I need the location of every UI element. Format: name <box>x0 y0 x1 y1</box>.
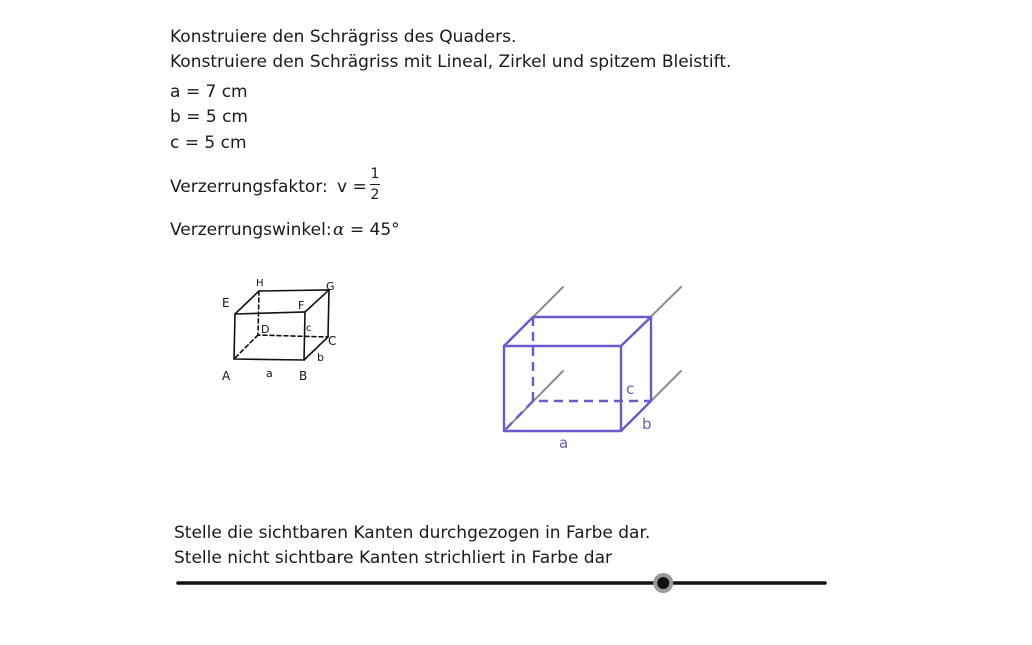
helper-lines <box>504 287 681 431</box>
sketch-top-back-edge <box>235 290 329 314</box>
sketch-label-C: C <box>328 334 337 348</box>
distortion-angle-label: Verzerrungswinkel: <box>170 220 332 240</box>
reference-sketch-labels <box>222 278 336 383</box>
distortion-factor-label: Verzerrungsfaktor: <box>170 177 328 197</box>
dimension-c: c = 5 cm <box>170 133 247 153</box>
sketch-label-B: B <box>299 369 308 383</box>
fraction-denominator: 2 <box>370 187 380 203</box>
sketch-label-G: G <box>326 280 335 293</box>
construction-front-face <box>504 346 621 431</box>
construction-hidden-edges <box>504 317 651 431</box>
dimension-a: a = 7 cm <box>170 82 248 102</box>
construction-top-edges <box>504 317 651 346</box>
sketch-label-a: a <box>266 367 273 380</box>
construction-cuboid <box>504 317 651 431</box>
bottom-instruction-2: Stelle nicht sichtbare Kanten strichliert in Farbe dar <box>174 548 613 568</box>
sketch-label-A: A <box>222 369 231 383</box>
sketch-label-H: H <box>256 278 264 289</box>
construction-label-b: b <box>642 415 652 433</box>
slider-handle[interactable] <box>657 577 669 589</box>
sketch-label-b: b <box>317 351 324 364</box>
construction-label-c: c <box>626 380 635 398</box>
distortion-factor-lhs: v = <box>337 177 367 197</box>
dimension-b: b = 5 cm <box>170 107 248 127</box>
step-slider[interactable] <box>178 573 825 593</box>
sketch-label-F: F <box>298 299 305 312</box>
instruction-line-2: Konstruiere den Schrägriss mit Lineal, Zirkel und spitzem Bleistift. <box>170 52 732 72</box>
sketch-label-c: c <box>306 323 312 334</box>
angle-value: = 45° <box>349 220 400 240</box>
sketch-label-D: D <box>261 323 270 336</box>
reference-sketch <box>234 290 329 360</box>
alpha-symbol: α <box>333 220 345 240</box>
fraction-numerator: 1 <box>370 166 380 182</box>
instruction-line-1: Konstruiere den Schrägriss des Quaders. <box>170 27 517 47</box>
construction-right-edges <box>621 317 651 431</box>
sketch-label-E: E <box>222 296 230 310</box>
bottom-instruction-1: Stelle die sichtbaren Kanten durchgezogen in Farbe dar. <box>174 523 651 543</box>
construction-label-a: a <box>559 434 569 452</box>
